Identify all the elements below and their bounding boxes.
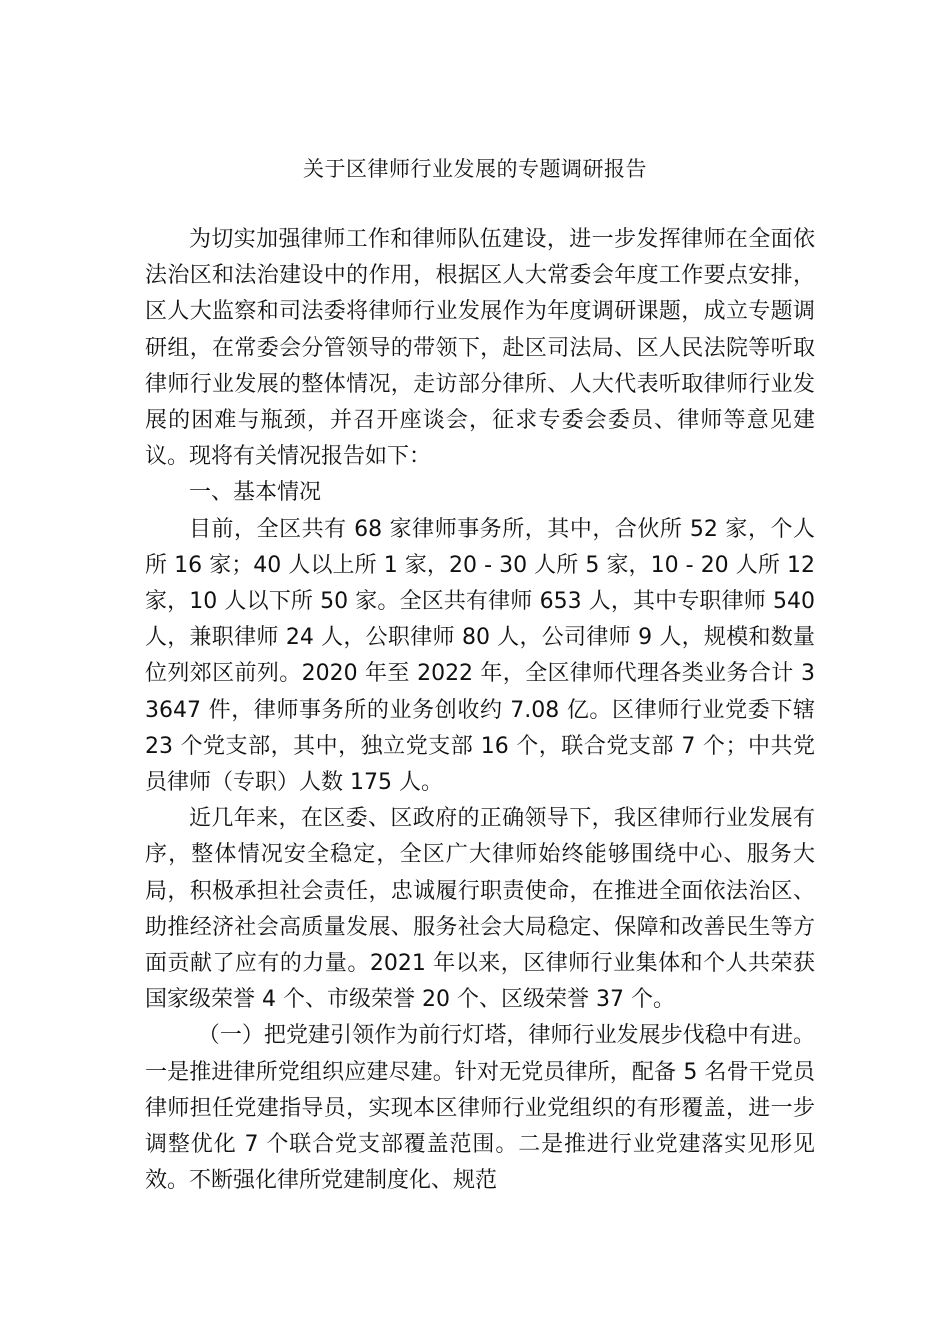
document-body [145, 222, 815, 1199]
intro-paragraph: 为切实加强律师工作和律师队伍建设，进一步发挥律师在全面依法治区和法治建设中的作用，根据区人大常委会年度工作要点安排，区人大监察和司法委将律师行业发展作为年度调研课题，成立专题调研组，在常委会分管领导的带领下，赴区司法局、区人民法院等听取律师行业发展的整体情况，走访部分律所、人大代表听取律师行业发展的困难与瓶颈，并召开座谈会，征求专委会委员、律师等意见建议。现将有关情况报告如下： [145, 227, 815, 470]
achievements-paragraph: 近几年来，在区委、区政府的正确领导下，我区律师行业发展有序，整体情况安全稳定，全区广大律师始终能够围绕中心、服务大局，积极承担社会责任，忠诚履行职责使命，在推进全面依法治区、助推经济社会高质量发展、服务社会大局稳定、保障和改善民生等方面贡献了应有的力量。2021 年以来，区律师行业集体和个人共荣获国家级荣誉 4 个、市级荣誉 20 个、区级荣誉 37 个。 [145, 806, 815, 1013]
document-title: 关于区律师行业发展的专题调研报告 [303, 157, 647, 181]
section-heading-basic-situation: 一、基本情况 [189, 480, 322, 506]
party-building-paragraph: （一）把党建引领作为前行灯塔，律师行业发展步伐稳中有进。一是推进律所党组织应建尽建。针对无党员律所，配备 5 名骨干党员律师担任党建指导员，实现本区律师行业党组织的有形覆盖，进一步调整优化 7 个联合党支部覆盖范围。二是推进行业党建落实见形见效。不断强化律所党建制度化、规范 [145, 1023, 815, 1194]
statistics-paragraph: 目前，全区共有 68 家律师事务所，其中，合伙所 52 家，个人所 16 家；40 人以上所 1 家，20 - 30 人所 5 家，10 - 20 人所 12 家，10 人以下所 50 家。全区共有律师 653 人，其中专职律师 540 人，兼职律师 24 人，公职律师 80 人，公司律师 9 人，规模和数量位列郊区前列。2020 年至 2022 年，全区律师代理各类业务合计 33647 件，律师事务所的业务创收约 7.08 亿。区律师行业党委下辖 23 个党支部，其中，独立党支部 16 个，联合党支部 7 个；中共党员律师（专职）人数 175 人。 [145, 516, 815, 796]
